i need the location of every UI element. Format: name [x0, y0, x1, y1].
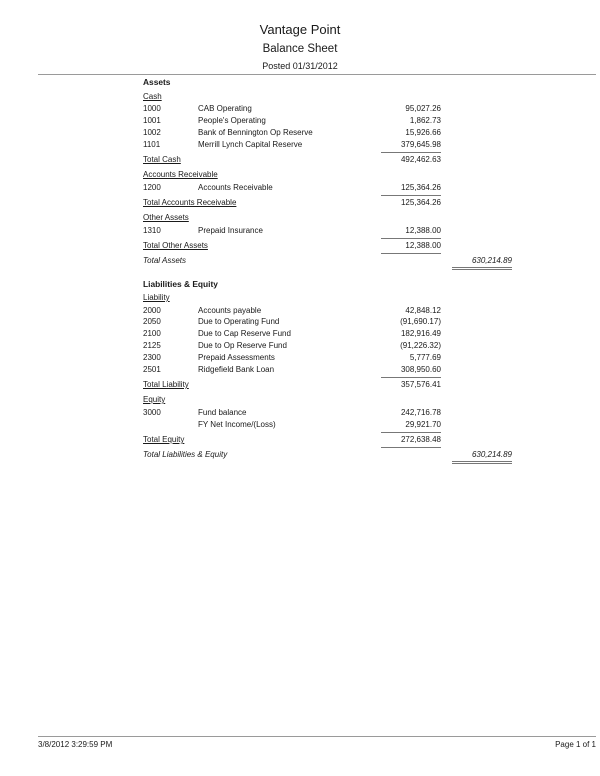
table-row [0, 341, 600, 353]
account-amount: 12,388.00 [405, 226, 441, 235]
account-amount: 182,916.49 [400, 329, 441, 338]
table-row [0, 353, 600, 365]
table-row [0, 329, 600, 341]
account-code: 2050 [143, 317, 161, 326]
subtotal-rule [381, 195, 441, 196]
account-name: Fund balance [198, 408, 247, 417]
account-name: Accounts payable [198, 306, 262, 315]
subtotal-rule [381, 152, 441, 153]
subtotal-row [0, 435, 600, 447]
account-amount: 308,950.60 [400, 365, 441, 374]
subtotal-label: Total Cash [143, 155, 181, 164]
double-underline [452, 267, 512, 270]
section-title-other-assets: Other Assets [143, 213, 189, 222]
account-amount: 125,364.26 [400, 183, 441, 192]
table-row [0, 408, 600, 420]
subtotal-amount: 272,638.48 [400, 435, 441, 444]
table-row [0, 104, 600, 116]
table-row [0, 317, 600, 329]
account-name: Prepaid Assessments [198, 353, 275, 362]
account-code: 1200 [143, 183, 161, 192]
table-row [0, 183, 600, 195]
account-amount: 15,926.66 [405, 128, 441, 137]
account-name: Due to Cap Reserve Fund [198, 329, 291, 338]
subtotal-amount: 125,364.26 [400, 198, 441, 207]
account-code: 2000 [143, 306, 161, 315]
account-amount: 1,862.73 [409, 116, 441, 125]
total-liabilities-equity-amount: 630,214.89 [471, 450, 512, 459]
print-timestamp: 3/8/2012 3:29:59 PM [38, 740, 113, 749]
subtotal-rule [381, 432, 441, 433]
account-code: 2501 [143, 365, 161, 374]
account-amount: 42,848.12 [405, 306, 441, 315]
account-name: Prepaid Insurance [198, 226, 263, 235]
account-name: Due to Op Reserve Fund [198, 341, 287, 350]
double-underline [452, 461, 512, 464]
subtotal-rule [381, 377, 441, 378]
account-name: Due to Operating Fund [198, 317, 280, 326]
section-title-cash: Cash [143, 92, 162, 101]
header-rule [38, 74, 596, 75]
subtotal-amount: 12,388.00 [405, 241, 441, 250]
table-row [0, 116, 600, 128]
table-row [0, 140, 600, 152]
account-amount: 95,027.26 [405, 104, 441, 113]
account-code: 2100 [143, 329, 161, 338]
liabilities-equity-heading: Liabilities & Equity [143, 279, 218, 289]
subtotal-row [0, 241, 600, 253]
subtotal-label: Total Accounts Receivable [143, 198, 237, 207]
page-number: Page 1 of 1 [555, 740, 596, 749]
account-name: FY Net Income/(Loss) [198, 420, 276, 429]
account-name: Accounts Receivable [198, 183, 273, 192]
account-code: 1002 [143, 128, 161, 137]
total-assets-label: Total Assets [143, 256, 186, 265]
subtotal-rule [381, 447, 441, 448]
subtotal-row [0, 155, 600, 167]
account-code: 2125 [143, 341, 161, 350]
subtotal-row [0, 198, 600, 210]
table-row [0, 420, 600, 432]
company-name: Vantage Point [259, 22, 341, 37]
posted-date: Posted 01/31/2012 [262, 61, 338, 71]
account-code: 1000 [143, 104, 161, 113]
account-name: Merrill Lynch Capital Reserve [198, 140, 303, 149]
assets-heading: Assets [143, 77, 171, 87]
account-name: Ridgefield Bank Loan [198, 365, 275, 374]
account-name: CAB Operating [198, 104, 252, 113]
subtotal-label: Total Liability [143, 380, 189, 389]
subtotal-label: Total Other Assets [143, 241, 208, 250]
subtotal-amount: 492,462.63 [400, 155, 441, 164]
table-row [0, 365, 600, 377]
subtotal-amount: 357,576.41 [400, 380, 441, 389]
account-code: 2300 [143, 353, 161, 362]
footer-rule [38, 736, 596, 737]
account-name: Bank of Bennington Op Reserve [198, 128, 313, 137]
subtotal-row [0, 380, 600, 392]
account-code: 1101 [143, 140, 161, 149]
account-amount: (91,226.32) [400, 341, 441, 350]
account-amount: 242,716.78 [400, 408, 441, 417]
subtotal-rule [381, 253, 441, 254]
table-row [0, 128, 600, 140]
total-liabilities-equity-label: Total Liabilities & Equity [143, 450, 228, 459]
account-amount: (91,690.17) [400, 317, 441, 326]
account-code: 3000 [143, 408, 161, 417]
account-amount: 379,645.98 [400, 140, 441, 149]
report-title: Balance Sheet [262, 43, 338, 55]
section-title-liability: Liability [143, 293, 170, 302]
section-title-receivable: Accounts Receivable [143, 170, 218, 179]
account-name: People's Operating [198, 116, 266, 125]
table-row [0, 226, 600, 238]
account-amount: 5,777.69 [409, 353, 441, 362]
subtotal-rule [381, 238, 441, 239]
account-code: 1001 [143, 116, 161, 125]
account-amount: 29,921.70 [405, 420, 441, 429]
subtotal-label: Total Equity [143, 435, 185, 444]
account-code: 1310 [143, 226, 161, 235]
total-assets-amount: 630,214.89 [471, 256, 512, 265]
section-title-equity: Equity [143, 395, 166, 404]
